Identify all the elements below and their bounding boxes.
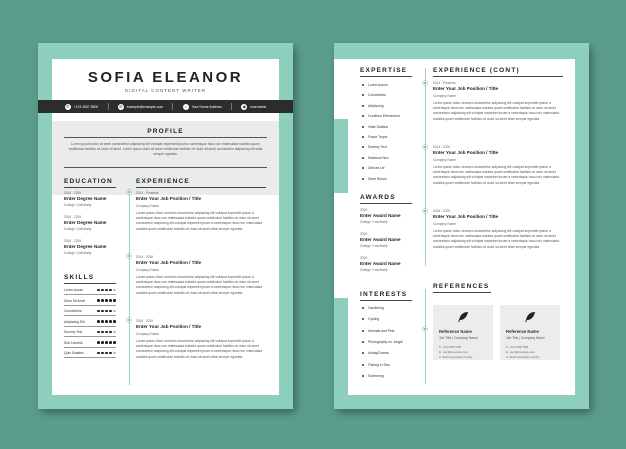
reference-card (500, 305, 560, 360)
interest-item: Gardening (362, 306, 384, 310)
awards-rule (360, 203, 412, 204)
award-name: Enter Award Name (360, 261, 401, 266)
award-name: Enter Award Name (360, 213, 401, 218)
job-company: Company Name (433, 222, 457, 226)
skill-row (64, 307, 116, 316)
page-border-bottom (334, 395, 589, 409)
skill-name: Adipiscing Elit (64, 319, 85, 324)
rating-dot (101, 310, 104, 313)
edu-degree: Enter Degree Name (64, 196, 107, 201)
social-icon: ◆ (242, 104, 246, 109)
references-rule (433, 292, 491, 293)
phone-icon: ✆ (65, 104, 70, 109)
rating-dot (97, 310, 100, 313)
page-border-right (279, 43, 293, 409)
page-border-top (38, 43, 293, 59)
page-border-top (334, 43, 589, 59)
expertise-rule (360, 76, 412, 77)
bullet-icon (362, 341, 364, 343)
job-company: Company Name (136, 268, 160, 272)
rating-dot (105, 341, 108, 344)
bullet-icon (362, 307, 364, 309)
interest-item: Animals and Pets (362, 329, 394, 333)
job-years: 2016 - 2019 (136, 319, 154, 323)
bullet-icon (362, 126, 364, 128)
reference-email: E yourl@example.com (439, 350, 468, 354)
feather-icon (457, 311, 469, 326)
skills-rule (64, 283, 116, 284)
job-company: Company Name (136, 204, 160, 208)
edu-degree: Enter Degree Name (64, 244, 107, 249)
job-description: Lorem ipsum dolor sit amet consectetur adipiscing elit volutpat imperdiet ipsum a scelerisque risus non malesuada sodales quam vestibulum facilisis mi dolor sit amet consectetur adipiscing elit volutpat imperdiet ipsum a scelerisque risus non malesuada sodales quam vestibulum facilisis mi dolor sit amet vitae semper egestas. (433, 165, 560, 185)
skill-rating (97, 299, 116, 302)
rating-dot (101, 341, 104, 344)
references-heading: REFERENCES (433, 283, 490, 290)
job-position: Enter Your Job Position / Title (136, 324, 202, 329)
timeline-dot (423, 209, 427, 213)
timeline-dot (127, 318, 131, 322)
edu-degree: Enter Degree Name (64, 220, 107, 225)
interests-heading: INTERESTS (360, 291, 408, 298)
rating-dot (109, 331, 112, 334)
skill-row (64, 297, 116, 306)
job-position: Enter Your Job Position / Title (136, 260, 202, 265)
profile-rule-bottom (64, 167, 267, 168)
job-description: Lorem ipsum dolor sit amet consectetur adipiscing elit volutpat imperdiet ipsum a scelerisque risus non malesuada sodales quam vestibulum facilisis mi dolor sit amet consectetur adipiscing elit volutpat imperdiet ipsum a scelerisque risus non malesuada sodales quam vestibulum facilisis mi dolor sit amet vitae semper egestas. (136, 339, 263, 359)
bullet-icon (362, 136, 364, 138)
skill-name: Lorem Ipsum (64, 288, 84, 292)
skill-name: Quis Sodales (64, 351, 84, 355)
interest-item: Photography on Jungle (362, 340, 403, 344)
bullet-icon (362, 318, 364, 320)
reference-role: Job Title | Company Name (506, 336, 545, 340)
job-position: Enter Your Job Position / Title (433, 86, 499, 91)
award-school: College / University (360, 268, 388, 272)
job-years: 2014 - 2016 (136, 255, 154, 259)
profile-rule (64, 137, 267, 138)
expertise-item: Consectetur (362, 93, 386, 97)
skill-rating (97, 352, 116, 355)
bullet-icon (362, 364, 364, 366)
award-school: College / University (360, 244, 388, 248)
skill-row (64, 339, 116, 348)
contact-email: ✉ example@example.com (119, 104, 164, 109)
skill-name: Dolor Sit Amet (64, 298, 86, 303)
skill-row (64, 318, 116, 327)
timeline-dot (423, 81, 427, 85)
experience-cont-rule (433, 76, 563, 77)
bullet-icon (362, 115, 364, 117)
expertise-item: Curabitur Elementum (362, 114, 400, 118)
job-description: Lorem ipsum dolor sit amet consectetur adipiscing elit volutpat imperdiet ipsum a scelerisque risus non malesuada sodales quam vestibulum facilisis mi dolor sit amet consectetur adipiscing elit volutpat imperdiet ipsum a scelerisque risus non malesuada sodales quam vestibulum facilisis mi dolor sit amet vitae semper egestas. (136, 275, 263, 295)
edu-school: College / University (64, 203, 92, 207)
bullet-icon (362, 146, 364, 148)
skill-rating (97, 331, 116, 334)
job-years: 2014 - 2016 (433, 145, 451, 149)
contact-phone: ✆ +123 4567 8900 (65, 104, 99, 109)
divider (172, 103, 173, 110)
job-description: Lorem ipsum dolor sit amet consectetur adipiscing elit volutpat imperdiet ipsum a scelerisque risus non malesuada sodales quam vestibulum facilisis mi dolor sit amet consectetur adipiscing elit volutpat imperdiet ipsum a scelerisque risus non malesuada sodales quam vestibulum facilisis mi dolor sit amet vitae semper egestas. (433, 229, 560, 249)
rating-dot (97, 341, 100, 344)
skill-row (64, 286, 116, 295)
education-heading: EDUCATION (64, 178, 113, 185)
rating-dot (97, 289, 100, 292)
timeline-dot (127, 190, 131, 194)
rating-dot (109, 310, 112, 313)
expertise-item: Lorem Ipsum (362, 83, 388, 87)
rating-dot (113, 320, 116, 323)
timeline (425, 289, 426, 384)
rating-dot (113, 352, 116, 355)
edu-school: College / University (64, 251, 92, 255)
bullet-icon (362, 178, 364, 180)
reference-phone: P +123 4567 890 (439, 345, 462, 349)
job-position: Enter Your Job Position / Title (433, 214, 499, 219)
rating-dot (101, 320, 104, 323)
reference-name: Reference Name (506, 329, 539, 334)
reference-role: Job Title | Company Name (439, 336, 478, 340)
timeline-dot (127, 254, 131, 258)
expertise-item: Maximus Nec (362, 156, 389, 160)
skill-rating (97, 310, 116, 313)
interest-item: Acting/Drama (362, 351, 389, 355)
resume-page-2 (334, 43, 589, 409)
contact-address: ⌂ Your Home Address (184, 104, 222, 109)
timeline-dot (423, 327, 427, 331)
award-year: 2016 (360, 256, 368, 260)
profile-heading: PROFILE (147, 128, 184, 135)
home-icon: ⌂ (184, 104, 187, 109)
rating-dot (109, 352, 112, 355)
skill-row (64, 349, 116, 358)
page-border-left (38, 43, 52, 409)
education-rule (64, 187, 116, 188)
edu-years: 2016 - 2019 (64, 239, 82, 243)
expertise-item: Dummy Text (362, 145, 387, 149)
bullet-icon (362, 352, 364, 354)
reference-email: E yourl@example.com (506, 350, 535, 354)
expertise-heading: EXPERTISE (360, 67, 408, 74)
job-description: Lorem ipsum dolor sit amet consectetur adipiscing elit volutpat imperdiet ipsum a scelerisque risus non malesuada sodales quam vestibulum facilisis mi dolor sit amet consectetur adipiscing elit volutpat imperdiet ipsum a scelerisque risus non malesuada sodales quam vestibulum facilisis mi dolor sit amet vitae semper egestas. (433, 101, 560, 121)
rating-dot (105, 299, 108, 302)
side-band-left (334, 119, 348, 193)
reference-phone: P +123 4567 890 (506, 345, 529, 349)
experience-heading: EXPERIENCE (136, 178, 190, 185)
skill-rating (97, 341, 116, 344)
job-description: Lorem ipsum dolor sit amet consectetur adipiscing elit volutpat imperdiet ipsum a scelerisque risus non malesuada sodales quam vestibulum facilisis mi dolor sit amet consectetur adipiscing elit volutpat imperdiet ipsum a scelerisque risus non malesuada sodales quam vestibulum facilisis mi dolor sit amet vitae semper egestas. (136, 211, 263, 231)
experience-cont-heading: EXPERIENCE (CONT) (433, 67, 520, 74)
skill-rating (97, 289, 116, 292)
rating-dot (113, 289, 116, 292)
skill-row (64, 328, 116, 337)
rating-dot (113, 341, 116, 344)
reference-card (433, 305, 493, 360)
interest-item: Fishing in Sea (362, 363, 390, 367)
bullet-icon (362, 375, 364, 377)
side-band-left-lower (334, 298, 348, 395)
timeline-dot (423, 145, 427, 149)
rating-dot (105, 331, 108, 334)
job-years: 2016 - 2019 (433, 209, 451, 213)
page-border-bottom (38, 395, 293, 409)
expertise-item: Fusce Turpis (362, 135, 387, 139)
job-company: Company Name (433, 94, 457, 98)
feather-icon (524, 311, 536, 326)
expertise-item: Adipiscing (362, 104, 383, 108)
edu-years: 2016 - 2019 (64, 215, 82, 219)
profile-text: Lorem ipsum dolor sit amet consectetur adipiscing elit volutpat imperdiet ipsum a scelerisque risus non malesuada sodales quam vestibulum facilisis mi dolor sit amet. Lorem ipsum dolor sit amet vestibulum facilisis mi dolor sit amet consectetur adipiscing elit vitae semper egestas. (68, 142, 263, 157)
divider (108, 103, 109, 110)
rating-dot (113, 331, 116, 334)
skill-rating (97, 320, 116, 323)
bullet-icon (362, 84, 364, 86)
skills-heading: SKILLS (64, 274, 95, 281)
rating-dot (97, 320, 100, 323)
contact-bar (38, 100, 293, 113)
rating-dot (105, 320, 108, 323)
job-position: Enter Your Job Position / Title (136, 196, 202, 201)
awards-heading: AWARDS (360, 194, 396, 201)
rating-dot (97, 331, 100, 334)
award-name: Enter Award Name (360, 237, 401, 242)
rating-dot (101, 352, 104, 355)
rating-dot (109, 320, 112, 323)
timeline (129, 189, 130, 385)
rating-dot (97, 352, 100, 355)
job-years: 2014 - Presents (136, 191, 159, 195)
email-icon: ✉ (119, 104, 123, 109)
rating-dot (105, 310, 108, 313)
bullet-icon (362, 157, 364, 159)
rating-dot (101, 331, 104, 334)
bullet-icon (362, 94, 364, 96)
job-company: Company Name (136, 332, 160, 336)
award-year: 2016 (360, 208, 368, 212)
divider (231, 103, 232, 110)
skill-name: Dummy Text (64, 330, 83, 334)
bullet-icon (362, 330, 364, 332)
job-years: 2014 - Presents (433, 81, 456, 85)
rating-dot (113, 310, 116, 313)
reference-address: A 0123 streetstate country (506, 355, 540, 359)
timeline (425, 68, 426, 266)
edu-school: College / University (64, 227, 92, 231)
skill-name: Consectetur (64, 309, 82, 313)
rating-dot (101, 299, 104, 302)
interest-item: Swimming (362, 374, 384, 378)
resume-page-1 (38, 43, 293, 409)
candidate-name: SOFIA ELEANOR (87, 69, 244, 86)
expertise-item: Diam Rutum (362, 177, 387, 181)
interest-item: Cycling (362, 317, 379, 321)
expertise-item: Vitae Datibus (362, 125, 388, 129)
rating-dot (109, 299, 112, 302)
rating-dot (101, 289, 104, 292)
rating-dot (109, 289, 112, 292)
experience-rule (136, 187, 266, 188)
interests-rule (360, 300, 412, 301)
candidate-title: DIGITAL CONTENT WRITER (125, 88, 206, 93)
reference-address: A 0123 streetstate country (439, 355, 473, 359)
job-company: Company Name (433, 158, 457, 162)
page-border-right (575, 43, 589, 409)
edu-years: 2016 - 2019 (64, 191, 82, 195)
rating-dot (97, 299, 100, 302)
rating-dot (109, 341, 112, 344)
contact-social: ◆ /username (242, 104, 267, 109)
award-year: 2016 (360, 232, 368, 236)
job-position: Enter Your Job Position / Title (433, 150, 499, 155)
rating-dot (105, 352, 108, 355)
rating-dot (105, 289, 108, 292)
rating-dot (113, 299, 116, 302)
award-school: College / University (360, 220, 388, 224)
skill-name: Sed Lobortis (64, 340, 83, 345)
reference-name: Reference Name (439, 329, 472, 334)
bullet-icon (362, 167, 364, 169)
bullet-icon (362, 105, 364, 107)
expertise-item: Ultrices Ue (362, 166, 385, 170)
